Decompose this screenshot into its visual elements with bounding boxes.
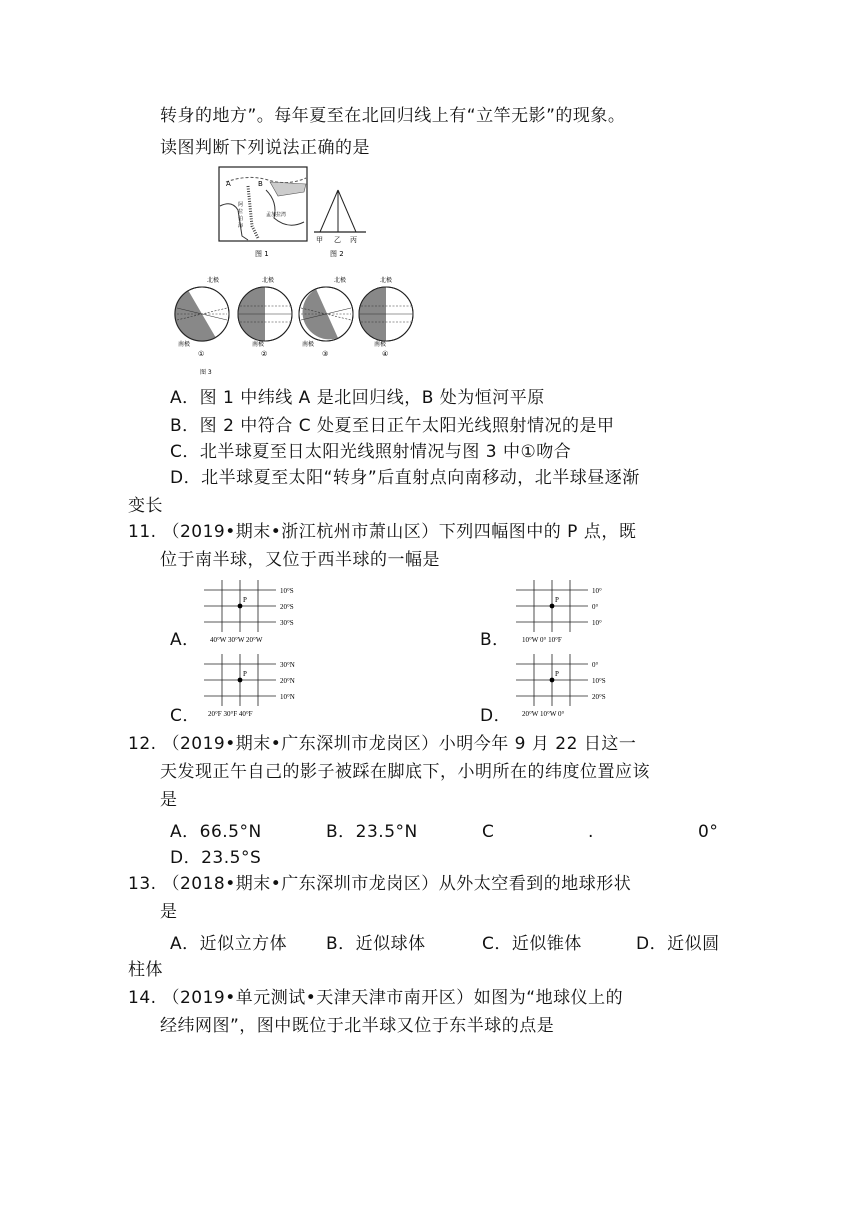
q12-option-c-value[interactable]: 0°	[698, 822, 719, 842]
fig3-caption: 图 3	[200, 369, 212, 376]
q12-option-d[interactable]: D．23.5°S	[170, 848, 262, 868]
fig2-label-jia: 甲	[316, 236, 323, 244]
q11-stem-line-1: 11. （2019•期末•浙江杭州市萧山区）下列四幅图中的 P 点，既	[128, 522, 637, 542]
globe-3-north-label: 北极	[334, 277, 347, 284]
fig1-sea-2: 拉	[238, 209, 244, 215]
q12-stem-line-1: 12. （2019•期末•广东深圳市龙岗区）小明今年 9 月 22 日这一	[128, 734, 637, 754]
intro-line-1: 转身的地方”。每年夏至在北回归线上有“立竿无影”的现象。	[160, 106, 626, 126]
grid-a-lat-1: 10°S	[280, 587, 294, 595]
q10-option-d-cont: 变长	[128, 496, 163, 516]
globe-4-south-label: 南极	[374, 341, 387, 348]
q11-option-b-label[interactable]: B．	[480, 630, 510, 650]
q13-stem-line-2: 是	[160, 902, 178, 922]
grid-d-lat-1: 0°	[592, 661, 599, 669]
q12-option-c-dot: .	[588, 822, 594, 842]
globe-2-south-label: 南极	[252, 341, 265, 348]
grid-b-lon-labels: 10°W 0° 10°F	[522, 636, 562, 644]
fig2-label-yi: 乙	[334, 236, 341, 244]
globe-4	[359, 276, 413, 358]
globe-3-number: ③	[322, 350, 329, 358]
q11-option-a-label[interactable]: A．	[170, 630, 200, 650]
grid-b-lat-3: 10°	[592, 619, 602, 627]
grid-b-point-label: P	[555, 596, 559, 604]
globe-1-north-label: 北极	[207, 277, 220, 284]
fig1-bay: 孟加拉湾	[266, 212, 287, 218]
globe-3-south-label: 南极	[302, 341, 315, 348]
fig2-caption: 图 2	[330, 250, 344, 258]
grid-d-lat-3: 20°S	[592, 693, 606, 701]
q13-option-d[interactable]: D．近似圆	[636, 934, 720, 954]
grid-b	[512, 578, 622, 646]
globe-2-number: ②	[261, 350, 268, 358]
fig1-label-b: B	[258, 180, 263, 188]
q10-option-b[interactable]: B．图 2 中符合 C 处夏至日正午太阳光线照射情况的是甲	[170, 416, 615, 436]
q12-stem-line-2: 天发现正午自己的影子被踩在脚底下，小明所在的纬度位置应该	[160, 762, 650, 782]
q13-option-b[interactable]: B．近似球体	[326, 934, 426, 954]
figure-3-globes	[170, 270, 418, 380]
grid-c-lat-3: 10°N	[280, 693, 295, 701]
globe-1-south-label: 南极	[178, 341, 191, 348]
q13-option-d-cont: 柱体	[128, 960, 163, 980]
grid-c-point-label: P	[243, 670, 247, 678]
globe-2	[238, 276, 292, 358]
figure-1-map	[218, 166, 308, 258]
grid-a	[200, 578, 310, 646]
q11-stem-line-2: 位于南半球，又位于西半球的一幅是	[160, 550, 440, 570]
grid-c-lon-labels: 20°F 30°F 40°F	[208, 710, 253, 718]
fig1-sea-4: 海	[238, 223, 244, 229]
q13-stem-line-1: 13. （2018•期末•广东深圳市龙岗区）从外太空看到的地球形状	[128, 874, 632, 894]
globe-4-number: ④	[382, 350, 389, 358]
q10-option-d[interactable]: D．北半球夏至太阳“转身”后直射点向南移动，北半球昼逐渐	[170, 468, 640, 488]
grid-c	[200, 652, 310, 720]
q14-stem-line-2: 经纬网图”，图中既位于北半球又位于东半球的点是	[160, 1016, 555, 1036]
q13-option-a[interactable]: A．近似立方体	[170, 934, 288, 954]
q12-option-b[interactable]: B．23.5°N	[326, 822, 418, 842]
grid-d	[512, 652, 622, 720]
globe-1	[174, 276, 229, 358]
globe-4-north-label: 北极	[380, 277, 393, 284]
globe-1-number: ①	[198, 350, 205, 358]
intro-line-2: 读图判断下列说法正确的是	[160, 138, 370, 158]
fig1-sea-1: 阿	[238, 202, 244, 208]
fig1-sea-3: 伯	[238, 216, 244, 222]
q11-option-d-label[interactable]: D．	[480, 706, 512, 726]
grid-b-lat-1: 10°	[592, 587, 602, 595]
q12-stem-line-3: 是	[160, 790, 178, 810]
q13-option-c[interactable]: C．近似锥体	[482, 934, 582, 954]
grid-d-lon-labels: 20°W 10°W 0°	[522, 710, 565, 718]
q14-stem-line-1: 14. （2019•单元测试•天津天津市南开区）如图为“地球仪上的	[128, 988, 624, 1008]
grid-a-lon-labels: 40°W 30°W 20°W	[210, 636, 263, 644]
grid-d-point-label: P	[555, 670, 559, 678]
q11-option-c-label[interactable]: C．	[170, 706, 200, 726]
grid-a-point-label: P	[243, 596, 247, 604]
q10-option-a[interactable]: A．图 1 中纬线 A 是北回归线，B 处为恒河平原	[170, 388, 545, 408]
grid-b-lat-2: 0°	[592, 603, 599, 611]
grid-c-lat-2: 20°N	[280, 677, 295, 685]
fig1-label-a: A	[226, 180, 231, 188]
figure-2-sun-rays	[312, 186, 368, 258]
fig1-caption: 图 1	[255, 250, 269, 258]
fig2-label-bing: 丙	[350, 236, 357, 244]
grid-a-lat-2: 20°S	[280, 603, 294, 611]
globe-3	[299, 276, 353, 358]
q12-option-a[interactable]: A．66.5°N	[170, 822, 262, 842]
q10-option-c[interactable]: C．北半球夏至日太阳光线照射情况与图 3 中①吻合	[170, 442, 572, 462]
globe-2-north-label: 北极	[262, 277, 275, 284]
grid-d-lat-2: 10°S	[592, 677, 606, 685]
grid-c-lat-1: 30°N	[280, 661, 295, 669]
grid-a-lat-3: 30°S	[280, 619, 294, 627]
q12-option-c-letter[interactable]: C	[482, 822, 495, 842]
